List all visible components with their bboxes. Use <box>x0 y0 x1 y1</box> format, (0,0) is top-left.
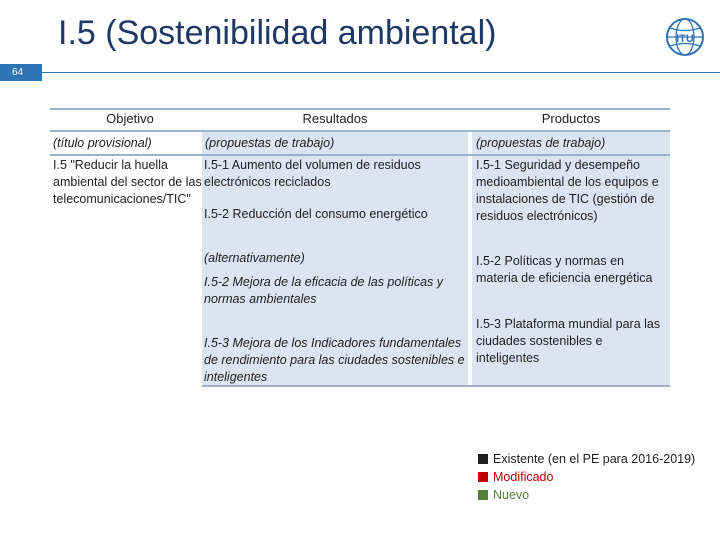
table-subheader-rule <box>50 154 670 156</box>
product-2: I.5-2 Políticas y normas en materia de eficiencia energética <box>476 254 653 285</box>
legend-swatch <box>478 454 488 464</box>
legend-swatch <box>478 472 488 482</box>
legend <box>478 450 695 504</box>
legend-swatch <box>478 490 488 500</box>
itu-logo-text: ITU <box>676 33 694 45</box>
result-alt-label: (alternativamente) <box>204 251 305 265</box>
legend-label: Existente (en el PE para 2016-2019) <box>493 452 696 466</box>
header-productos: Productos <box>541 111 601 126</box>
legend-label: Modificado <box>493 470 554 484</box>
subheader-productos: (propuestas de trabajo) <box>476 136 606 150</box>
objective-text: I.5 "Reducir la huella ambiental del sector de las telecomunicaciones/TIC" <box>53 158 202 206</box>
objectives-table <box>50 108 670 387</box>
result-2: I.5-2 Reducción del consumo energético <box>204 207 428 221</box>
legend-item-nuevo <box>478 486 695 504</box>
itu-logo-icon <box>664 16 706 58</box>
legend-item-existente <box>478 450 695 468</box>
product-1: I.5-1 Seguridad y desempeño medioambiental de los equipos e instalaciones de TIC (gestión de residuos electrónicos) <box>476 158 659 223</box>
header-rule <box>42 72 720 73</box>
header-objetivo: Objetivo <box>106 111 154 126</box>
product-3: I.5-3 Plataforma mundial para las ciudades sostenibles e inteligentes <box>476 317 661 365</box>
legend-item-modificado <box>478 468 695 486</box>
subheader-objetivo: (título provisional) <box>53 136 152 150</box>
table-top-rule <box>50 108 670 110</box>
page-title: I.5 (Sostenibilidad ambiental) <box>58 14 497 52</box>
subheader-resultados: (propuestas de trabajo) <box>205 136 335 150</box>
table-header-rule <box>50 130 670 132</box>
slide-number: 64 <box>0 64 42 81</box>
result-1: I.5-1 Aumento del volumen de residuos electrónicos reciclados <box>204 158 421 189</box>
result-2-alt: I.5-2 Mejora de la eficacia de las políticas y normas ambientales <box>204 275 444 306</box>
legend-label: Nuevo <box>493 488 530 502</box>
header-resultados: Resultados <box>302 111 368 126</box>
result-3: I.5-3 Mejora de los Indicadores fundamentales de rendimiento para las ciudades sostenibles e inteligentes <box>204 336 465 384</box>
